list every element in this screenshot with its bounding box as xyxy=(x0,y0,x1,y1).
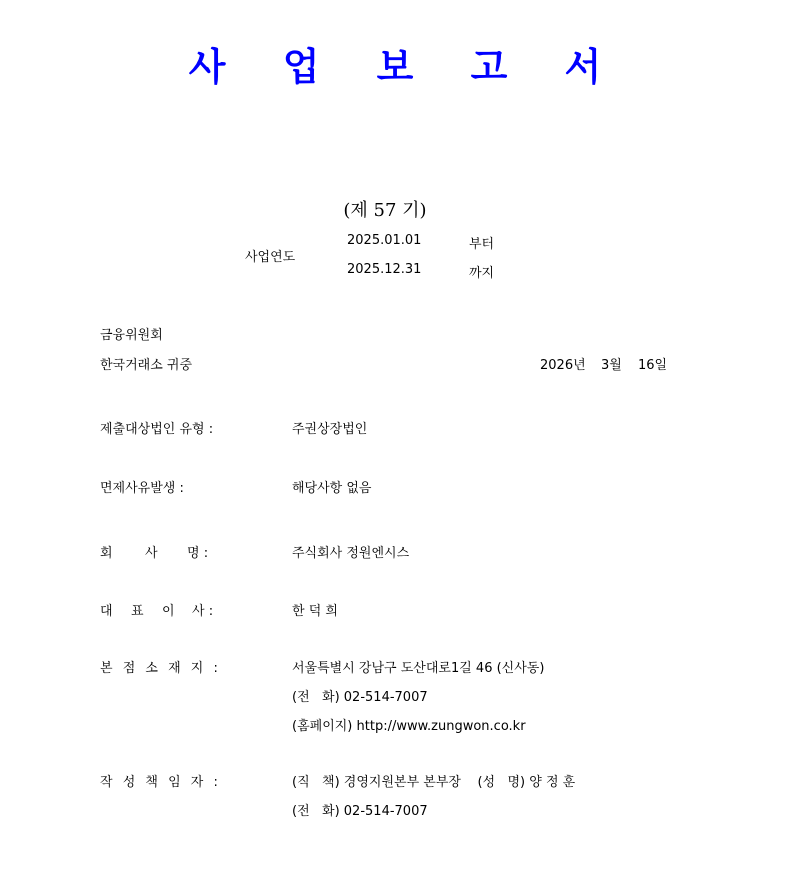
fiscal-period: (제 57 기) xyxy=(343,200,427,221)
fiscal-year-start-date: 2025.01.01 xyxy=(347,233,422,248)
document-title: 사 업 보 고 서 xyxy=(188,44,624,89)
corp-type-label: 제출대상법인 유형 : xyxy=(100,422,214,437)
exemption-value: 해당사항 없음 xyxy=(292,481,372,496)
fiscal-year-end-suffix: 까지 xyxy=(469,266,495,281)
ceo-name-value: 한 덕 희 xyxy=(292,604,338,619)
ceo-label-part-2: 표 xyxy=(131,604,144,619)
author-phone: (전 화) 02-514-7007 xyxy=(292,804,428,819)
recipient-line-1: 금융위원회 xyxy=(100,328,163,343)
company-label-part-3: 명 : xyxy=(187,546,209,561)
corp-type-value: 주권상장법인 xyxy=(292,422,368,437)
hq-address-value: 서울특별시 강남구 도산대로1길 46 (신사동) xyxy=(292,661,545,676)
hq-phone: (전 화) 02-514-7007 xyxy=(292,690,428,705)
ceo-label-part-1: 대 xyxy=(100,604,113,619)
company-name-value: 주식회사 정원엔시스 xyxy=(292,546,410,561)
fiscal-year-label: 사업연도 xyxy=(245,250,296,265)
exemption-label: 면제사유발생 : xyxy=(100,481,184,496)
ceo-label-part-3: 이 xyxy=(162,604,175,619)
fiscal-year-end-date: 2025.12.31 xyxy=(347,262,422,277)
ceo-label-part-4: 사 : xyxy=(192,604,214,619)
fiscal-year-start-suffix: 부터 xyxy=(469,237,495,252)
company-label-part-1: 회 xyxy=(100,546,113,561)
hq-homepage: (홈페이지) http://www.zungwon.co.kr xyxy=(292,719,526,734)
report-date-year: 2026년 xyxy=(540,358,586,373)
author-title-and-name: (직 책) 경영지원본부 본부장 (성 명) 양 정 훈 xyxy=(292,775,576,790)
report-date-month: 3월 xyxy=(601,358,622,373)
recipient-line-2: 한국거래소 귀중 xyxy=(100,358,193,373)
report-date-day: 16일 xyxy=(638,358,668,373)
author-label: 작 성 책 임 자 : xyxy=(100,775,218,790)
company-label-part-2: 사 xyxy=(145,546,158,561)
hq-address-label: 본 점 소 재 지 : xyxy=(100,661,218,676)
